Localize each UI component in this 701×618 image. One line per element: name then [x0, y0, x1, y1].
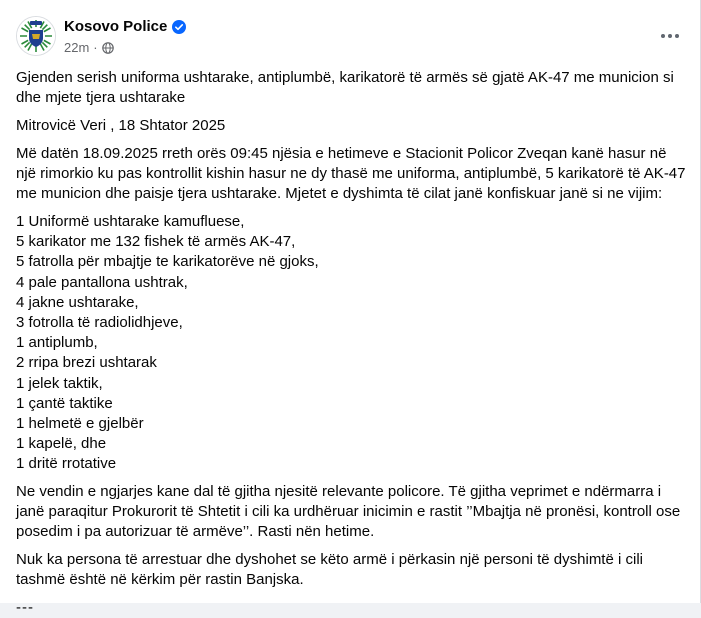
list-item: 1 kapelë, dhe [16, 435, 107, 453]
post-paragraph-prosecutor: Ne vendin e ngjarjes kane dal të gjitha njesitë relevante policore. Të gjitha veprimet e ndërmarra i janë paraqitur Prokurorit të Shtetit i cili ka urdhëruar inicimin e rastit ’’Mbajtja në pronësi, kontroll ose posedim i pa autorizuar të armëve’’. Rasti nën hetime. [16, 483, 681, 541]
truncated-text-marker: --- [16, 599, 34, 617]
list-item: 1 helmetë e gjelbër [16, 414, 144, 432]
more-options-icon [675, 34, 679, 38]
list-item: 1 antiplumb, [16, 334, 98, 352]
page-name-row [64, 18, 186, 35]
more-options-icon [668, 34, 672, 38]
list-item: 1 jelek taktik, [16, 374, 103, 392]
list-item: 5 karikator me 132 fishek të armës AK-47, [16, 233, 296, 251]
list-item: 2 rripa brezi ushtarak [16, 354, 157, 372]
list-item: 4 pale pantallona ushtrak, [16, 273, 188, 291]
verified-badge-icon [172, 20, 186, 34]
post-paragraph-suspect: Nuk ka persona të arrestuar dhe dyshohet se këto armë i përkasin një personi të dyshimtë i cili tashmë është në kërkim për rastin Banjska. [16, 551, 643, 589]
globe-icon[interactable] [102, 42, 114, 54]
list-item: 1 çantë taktike [16, 394, 113, 412]
more-options-button[interactable] [656, 26, 684, 46]
police-emblem-icon [17, 17, 55, 55]
list-item: 1 Uniformë ushtarake kamufluese, [16, 213, 245, 230]
post-intro: Më datën 18.09.2025 rreth orës 09:45 njësia e hetimeve e Stacionit Policor Zveqan kanë hasur në një rimorkio ku pas kontrollit kishin hasur ne dy thasë me uniforma, antiplumbë, 5 karikatorë të AK-47 me municion dhe paisje tjera ushtarake. Mjetet e dyshimta të cilat janë konfiskuar janë si ne vijim: [16, 145, 686, 202]
list-item: 1 dritë rrotative [16, 455, 117, 473]
list-item: 4 jakne ushtarake, [16, 293, 139, 311]
post-body [16, 68, 686, 618]
list-item: 3 fotrolla të radiolidhjeve, [16, 313, 183, 331]
more-options-icon [661, 34, 665, 38]
post-time[interactable]: 22m [64, 40, 90, 55]
meta-separator: · [93, 40, 98, 55]
post-location-date: Mitrovicë Veri , 18 Shtator 2025 [16, 117, 226, 134]
post-meta [64, 40, 114, 55]
confiscated-items-list [16, 212, 686, 474]
post-headline: Gjenden serish uniforma ushtarake, antiplumbë, karikatorë të armës së gjatë AK-47 me municion si dhe mjete tjera ushtarake [16, 69, 674, 106]
post-header [16, 14, 700, 58]
page-name[interactable]: Kosovo Police [64, 18, 168, 35]
page-avatar[interactable] [16, 16, 56, 56]
list-item: 5 fatrolla për mbajtje te karikatorëve në gjoks, [16, 253, 319, 271]
